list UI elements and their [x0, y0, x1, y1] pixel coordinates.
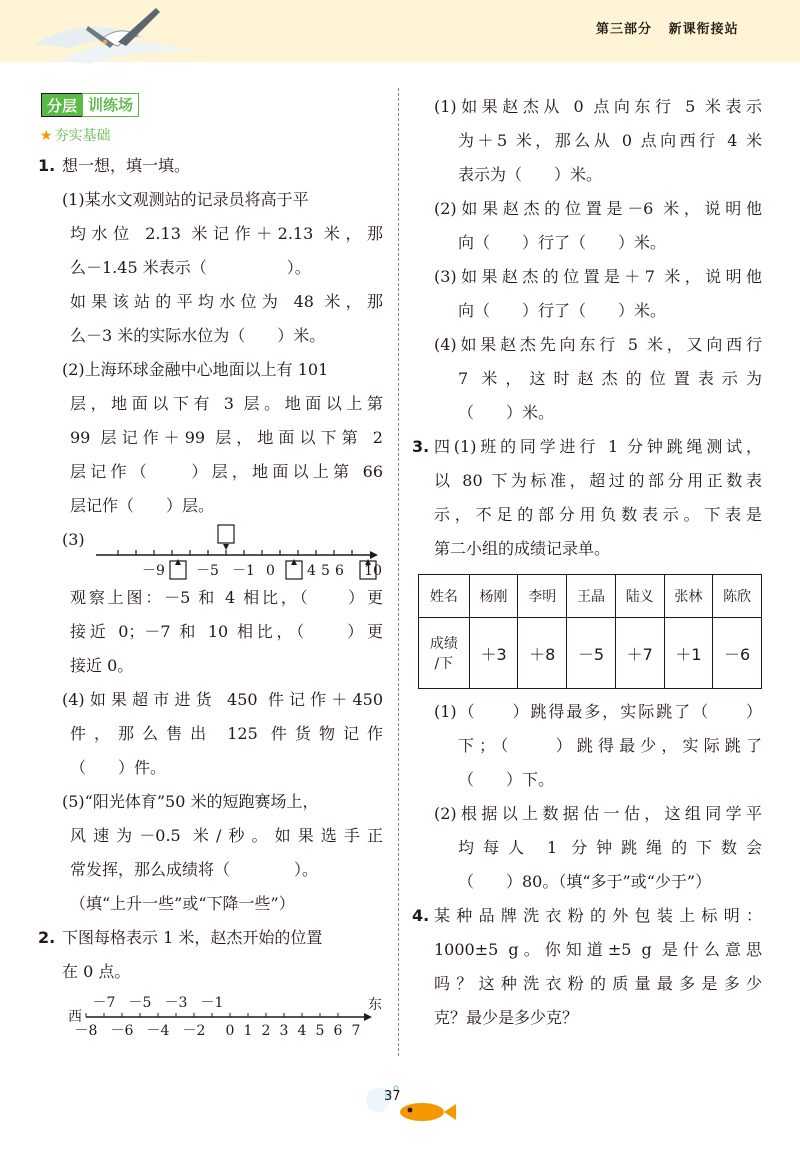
q1-line: 99 层记作＋99 层，地面以下第 2: [70, 428, 383, 447]
table-header-cell: 姓名: [419, 575, 470, 618]
q1-line: 层，地面以下有 3 层。地面以上第: [70, 394, 383, 413]
top-tick-label: －3: [164, 995, 188, 1011]
section-subtitle: [40, 125, 383, 145]
bottom-tick-label: 1: [243, 1023, 253, 1039]
q2-sub-line: (4)如果赵杰先向东行 5 米，又向西行: [434, 335, 762, 354]
q2-sub-line: 表示为（ ）米。: [458, 165, 603, 184]
q2-prompt: 下图每格表示 1 米，赵杰开始的位置: [62, 928, 323, 947]
q1-line: 么－3 米的实际水位为（ ）米。: [70, 326, 326, 345]
q1-line: （填“上升一些”或“下降一些”）: [70, 894, 295, 913]
q1-line: (4)如果超市进货 450 件记作＋450: [62, 690, 383, 709]
bottom-tick-label: 7: [351, 1023, 361, 1039]
table-row: [419, 618, 762, 689]
bottom-tick-label: －6: [110, 1023, 134, 1039]
table-cell: ＋1: [664, 618, 713, 689]
q1-line: 接近 0；－7 和 10 相比，（ ）更: [70, 622, 383, 641]
table-header-cell: 杨刚: [469, 575, 518, 618]
question-number: 1.: [38, 156, 56, 175]
west-label: 西: [68, 1009, 82, 1025]
q4-line: 吗？这种洗衣粉的质量最多是多少: [434, 974, 762, 993]
q2-sub-line: 为＋5 米，那么从 0 点向西行 4 米: [458, 131, 762, 150]
q1-line: 层记作（ ）层，地面以上第 66: [70, 462, 383, 481]
q1-line: (5)“阳光体育”50 米的短跑赛场上，: [62, 792, 319, 811]
bottom-tick-label: 0: [225, 1023, 235, 1039]
q1-line: 层记作（ ）层。: [70, 496, 215, 515]
q2-numberline-row: [38, 989, 383, 1045]
table-row-label: [419, 618, 470, 689]
q1-line: (1)某水文观测站的记录员将高于平: [62, 190, 309, 209]
bottom-tick-label: 4: [297, 1023, 307, 1039]
left-column: [38, 90, 383, 1045]
badge-part-a: 分层: [41, 93, 82, 117]
tick-label: －1: [232, 563, 255, 579]
tick-label: 5: [321, 563, 330, 579]
top-tick-label: －1: [200, 995, 224, 1011]
q2-sub-line: 向（ ）行了（ ）米。: [458, 301, 667, 320]
q2-sub-line: （ ）米。: [458, 403, 555, 422]
q4-line: 1000±5 g。你知道±5 g 是什么意思: [434, 940, 762, 959]
number-line-figure: [88, 523, 380, 581]
q1-prompt: 想一想，填一填。: [62, 156, 191, 175]
table-cell: ＋7: [615, 618, 664, 689]
q3-line: [412, 430, 762, 464]
table-cell: －5: [567, 618, 616, 689]
q3-line: 第二小组的成绩记录单。: [434, 539, 611, 558]
q1-line: 风速为－0.5 米/秒。如果选手正: [70, 826, 383, 845]
q2-sub-line: (2)如果赵杰的位置是－6 米，说明他: [434, 199, 762, 218]
bottom-tick-label: －4: [146, 1023, 170, 1039]
table-header-cell: 王晶: [567, 575, 616, 618]
section-badge: [41, 93, 139, 117]
table-header-row: [419, 575, 762, 618]
top-tick-label: －7: [92, 995, 116, 1011]
table-cell: ＋3: [469, 618, 518, 689]
row-label-line: /下: [434, 656, 454, 672]
star-icon: ★: [40, 128, 53, 144]
table-cell: －6: [713, 618, 762, 689]
q1-line: 均水位 2.13 米记作＋2.13 米，那: [70, 224, 383, 243]
tick-label: －9: [142, 563, 165, 579]
bottom-tick-label: －2: [182, 1023, 206, 1039]
q3-sub-line: (2)根据以上数据估一估，这组同学平: [434, 804, 762, 823]
question-number: 2.: [38, 928, 56, 947]
q2-sub-line: (1)如果赵杰从 0 点向东行 5 米表示: [434, 97, 762, 116]
bottom-tick-label: 6: [333, 1023, 343, 1039]
answer-box-above: [218, 525, 234, 543]
right-column: [412, 90, 762, 1035]
q3-sub-line: （ ）下。: [458, 770, 555, 789]
q3-sub-line: 均每人 1 分钟跳绳的下数会: [458, 838, 762, 857]
east-west-number-line: [38, 991, 383, 1043]
q4-line: [412, 899, 762, 933]
q1-line: 如果该站的平均水位为 48 米，那: [70, 292, 383, 311]
q1-line: (2)上海环球金融中心地面以上有 101: [62, 360, 329, 379]
q1-sub3-label: (3): [62, 530, 85, 549]
q3-sub-line: (1)（ ）跳得最多，实际跳了（ ）: [434, 702, 762, 721]
q1-line: 么－1.45 米表示（ ）。: [70, 258, 311, 277]
badge-part-b: 训练场: [82, 93, 139, 117]
seagull-illustration: [30, 2, 200, 72]
q2-line: 在 0 点。: [62, 962, 131, 981]
tick-label: 4: [307, 563, 316, 579]
q1-numberline-row: [38, 523, 383, 581]
q2-line: [38, 921, 383, 955]
tick-label: －5: [196, 563, 219, 579]
east-label: 东: [368, 997, 382, 1013]
row-label-line: 成绩: [429, 636, 458, 652]
bottom-tick-label: －8: [74, 1023, 98, 1039]
q3-sub-line: （ ）80。（填“多于”或“少于”）: [458, 872, 712, 891]
table-header-cell: 张林: [664, 575, 713, 618]
table-cell: ＋8: [518, 618, 567, 689]
q1-line: 接近 0。: [70, 656, 134, 675]
arrow-head-icon: [364, 1013, 372, 1021]
subtitle-text: 夯实基础: [54, 128, 111, 144]
page-header-title: 第三部分 新课衔接站: [596, 22, 739, 37]
q1-line: 常发挥，那么成绩将（ ）。: [70, 860, 319, 879]
question-number: 4.: [412, 906, 430, 925]
q1-line: [38, 149, 383, 183]
bottom-tick-label: 2: [261, 1023, 271, 1039]
score-table: [418, 574, 762, 689]
q2-sub-line: 向（ ）行了（ ）米。: [458, 233, 667, 252]
q4-prompt: 某种品牌洗衣粉的外包装上标明：: [434, 906, 762, 925]
q2-sub-line: 7 米，这时赵杰的位置表示为: [458, 369, 762, 388]
q3-line: 以 80 下为标准，超过的部分用正数表: [434, 471, 762, 490]
q4-line: 克？最少是多少克？: [434, 1008, 579, 1027]
arrow-head-icon: [370, 551, 378, 559]
q1-line: 观察上图：－5 和 4 相比，（ ）更: [70, 588, 383, 607]
question-number: 3.: [412, 437, 430, 456]
tick-label: 0: [266, 563, 275, 579]
tick-label: 6: [335, 563, 344, 579]
column-divider: [398, 88, 399, 1056]
q1-line: 件，那么售出 125 件货物记作: [70, 724, 383, 743]
q1-line: （ ）件。: [70, 758, 167, 777]
bottom-tick-label: 5: [315, 1023, 325, 1039]
q3-line: 示，不足的部分用负数表示。下表是: [434, 505, 762, 524]
table-header-cell: 李明: [518, 575, 567, 618]
q3-prompt: 四(1)班的同学进行 1 分钟跳绳测试，: [434, 437, 762, 456]
top-tick-label: －5: [128, 995, 152, 1011]
table-header-cell: 陈欣: [713, 575, 762, 618]
tick-label: 10: [364, 563, 382, 579]
q3-sub-line: 下；（ ）跳得最少，实际跳了: [458, 736, 762, 755]
bottom-tick-label: 3: [279, 1023, 289, 1039]
table-header-cell: 陆义: [615, 575, 664, 618]
q2-sub-line: (3)如果赵杰的位置是＋7 米，说明他: [434, 267, 762, 286]
page-number: 37: [384, 1089, 401, 1104]
